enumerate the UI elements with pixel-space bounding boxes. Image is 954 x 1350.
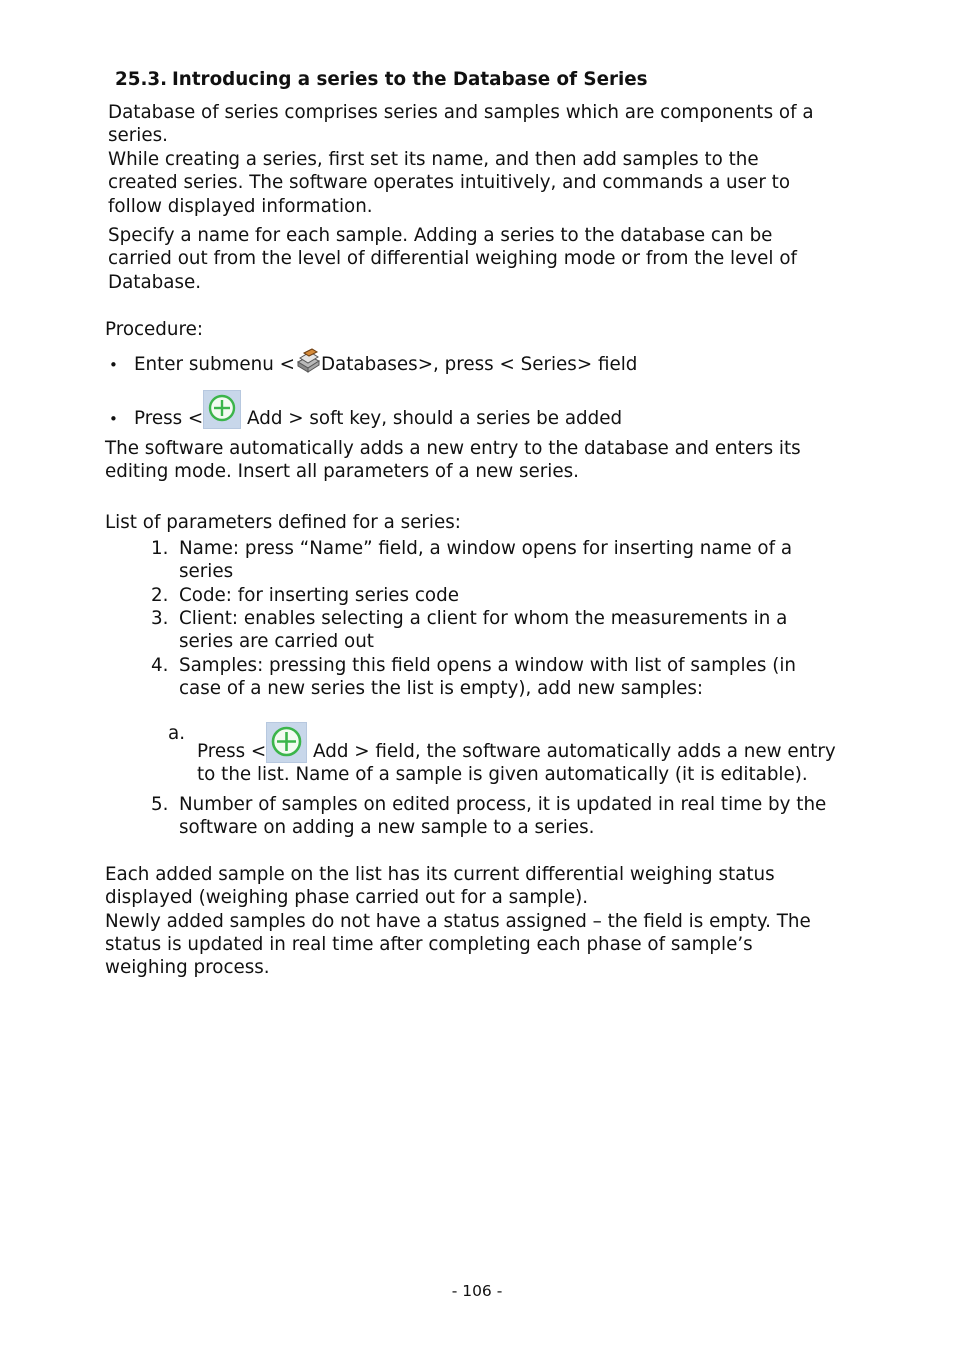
bullet-dot: • <box>109 356 118 374</box>
text-line: displayed (weighing phase carried out for a sample). <box>105 887 589 909</box>
database-icon <box>295 348 321 380</box>
item-text <box>179 607 787 654</box>
parameter-item-2 <box>151 584 459 607</box>
text-line: While creating a series, first set its name, and then add samples to the <box>108 149 759 170</box>
step-text: Add > soft key, should a series be added <box>241 408 623 429</box>
text-line: status is updated in real time after completing each phase of sample’s <box>105 933 753 955</box>
item-text <box>179 654 796 701</box>
text-line: series are carried out <box>179 631 374 653</box>
parameters-label: List of parameters defined for a series: <box>105 512 461 533</box>
text-line <box>197 722 836 763</box>
text-line: Number of samples on edited process, it is updated in real time by the <box>179 794 827 815</box>
text-line: editing mode. Insert all parameters of a new series. <box>105 461 579 483</box>
text-line: series <box>179 561 234 583</box>
parameter-item-4 <box>151 654 796 701</box>
add-plus-icon <box>203 390 241 429</box>
subitem-text: Add > field, the software automatically adds a new entry <box>307 741 836 762</box>
text-line: Each added sample on the list has its current differential weighing status <box>105 864 775 885</box>
procedure-step-1 <box>109 348 637 380</box>
item-marker: 2. <box>151 585 169 606</box>
item-marker: 4. <box>151 655 169 676</box>
item-marker: 5. <box>151 794 169 815</box>
item-text <box>179 584 459 607</box>
item-text <box>179 537 792 584</box>
text-line: weighing process. <box>105 957 270 979</box>
step-text: Press < <box>134 408 204 429</box>
text-line: The software automatically adds a new entry to the database and enters its <box>105 438 801 459</box>
step-text: Databases>, press < Series> field <box>320 354 638 375</box>
item-marker: 1. <box>151 538 169 559</box>
item-text <box>197 722 836 787</box>
intro-paragraph-1 <box>108 101 814 148</box>
section-number: 25.3. <box>115 69 168 90</box>
text-line: follow displayed information. <box>108 195 373 217</box>
text-line: Specify a name for each sample. Adding a series to the database can be <box>108 225 773 246</box>
section-heading <box>115 68 648 91</box>
text-line: case of a new series the list is empty), add new samples: <box>179 678 704 700</box>
text-line: software on adding a new sample to a series. <box>179 817 595 839</box>
text-line: Code: for inserting series code <box>179 585 459 606</box>
parameter-item-5 <box>151 793 826 840</box>
text-line: Database of series comprises series and samples which are components of a <box>108 102 814 123</box>
procedure-label: Procedure: <box>105 319 204 340</box>
status-note <box>105 863 811 979</box>
parameter-item-3 <box>151 607 787 654</box>
text-line: Name: press “Name” field, a window opens for inserting name of a <box>179 538 793 559</box>
auto-entry-note <box>105 437 801 484</box>
procedure-step-2 <box>109 390 622 431</box>
item-text <box>179 793 826 840</box>
text-line: created series. The software operates intuitively, and commands a user to <box>108 172 791 194</box>
item-marker: 3. <box>151 608 169 629</box>
page-number: - 106 - <box>451 1282 503 1300</box>
intro-paragraph-2 <box>108 148 790 218</box>
item-marker: a. <box>168 723 186 744</box>
intro-paragraph-3 <box>108 224 797 294</box>
subitem-text: Press < <box>197 741 267 762</box>
text-line: Database. <box>108 271 202 293</box>
text-line: Client: enables selecting a client for whom the measurements in a <box>179 608 788 629</box>
text-line: Newly added samples do not have a status assigned – the field is empty. The <box>105 910 811 932</box>
step-text: Enter submenu < <box>134 354 295 375</box>
text-line: Samples: pressing this field opens a window with list of samples (in <box>179 655 796 676</box>
section-title: Introducing a series to the Database of Series <box>172 69 648 90</box>
text-line: to the list. Name of a sample is given automatically (it is editable). <box>197 764 808 786</box>
parameter-subitem-a <box>168 722 836 787</box>
add-plus-icon <box>266 722 307 763</box>
parameter-item-1 <box>151 537 792 584</box>
bullet-dot: • <box>109 410 118 428</box>
text-line: series. <box>108 125 168 147</box>
text-line: carried out from the level of differential weighing mode or from the level of <box>108 248 797 270</box>
